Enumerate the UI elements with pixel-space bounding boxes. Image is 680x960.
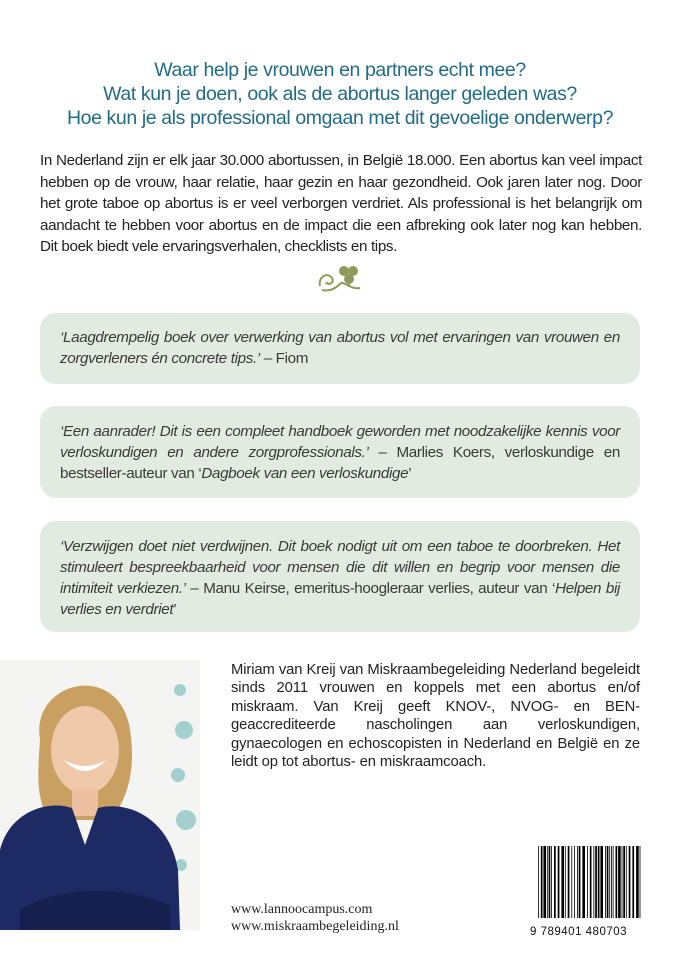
testimonial-fiom [40, 313, 640, 384]
barcode-bar [541, 846, 543, 918]
author-photo [0, 660, 200, 930]
barcode-bar [543, 846, 546, 918]
intro-paragraph: In Nederland zijn er elk jaar 30.000 abortussen, in België 18.000. Een abortus kan veel impact hebben op de vrouw, haar relatie, haar gezin en haar gezondheid. Ook jaren later nog. Door het grote taboe op abortus is er veel verborgen verdriet. Als professional is het belangrijk om aandacht te hebben voor abortus en de impact die een afbreking ook later nog kan hebben. Dit boek biedt vele ervaringsverhalen, checklists en tips. [40, 152, 642, 255]
book-title: Helpen bij verlies en verdriet [60, 580, 620, 618]
quote-text: ‘Een aanrader! Dit is een compleet handboek geworden met noodzakelijke kennis voor verloskundigen en andere zorgprofessionals.’ [60, 423, 620, 461]
website-links [231, 901, 399, 935]
barcode-bar [618, 846, 621, 918]
barcode-bar [623, 846, 625, 918]
barcode-bar [571, 846, 572, 918]
barcode-bar [636, 846, 639, 918]
question-3: Hoe kun je als professional omgaan met dit gevoelige onderwerp? [66, 107, 614, 129]
barcode-bar [609, 846, 610, 918]
barcode-bar [632, 846, 634, 918]
author-bio: Miriam van Kreij van Miskraambegeleiding Nederland begeleidt sinds 2011 vrouwen en koppels met een abortus en/of miskraam. Van Kreij geeft KNOV-, NVOG- en BEN- geaccrediteerde nascholingen aan verloskundigen, gynaecologen en echoscopisten in Nederland en België en ze leidt op tot abortus- en miskraamcoach. [231, 662, 640, 771]
barcode-bar [600, 846, 603, 918]
barcode-bar [605, 846, 606, 918]
barcode-bar [598, 846, 600, 918]
quote-close: ’ [408, 465, 412, 482]
barcode-bar [565, 846, 566, 918]
barcode-bar [554, 846, 556, 918]
barcode-bar [568, 846, 570, 918]
barcode-bar [549, 846, 551, 918]
publisher-url[interactable]: www.lannoocampus.com [231, 902, 373, 917]
testimonial-koers [40, 406, 640, 498]
quote-close: ’ [173, 601, 177, 618]
quote-text: ‘Verzwijgen doet niet verdwijnen. Dit boek nodigt uit om een taboe te doorbreken. Het stimuleert bespreekbaarheid voor mensen die dit willen en begrip voor mensen die intimiteit verkiezen.’ [60, 538, 620, 597]
barcode-bar [547, 846, 548, 918]
isbn-barcode [538, 846, 641, 918]
question-2: Wat kun je doen, ook als de abortus langer geleden was? [103, 83, 577, 105]
barcode-bar [577, 846, 578, 918]
barcode-bar [613, 846, 614, 918]
isbn-number: 9 789401 480703 [530, 926, 628, 938]
barcode-bar [582, 846, 585, 918]
book-title: Dagboek van een verloskundige [201, 465, 409, 482]
barcode-bar [574, 846, 575, 918]
testimonial-keirse [40, 521, 640, 632]
barcode-bar [551, 846, 552, 918]
barcode-bar [590, 846, 592, 918]
barcode-bar [595, 846, 597, 918]
barcode-bar [561, 846, 564, 918]
barcode-bar [611, 846, 612, 918]
quote-attribution: – Marlies Koers, verloskundige en bestseller-auteur van ‘ [60, 444, 620, 482]
barcode-bar [607, 846, 609, 918]
cover-questions [0, 58, 680, 130]
barcode-bar [622, 846, 623, 918]
quote-text: ‘Laagdrempelig boek over verwerking van abortus vol met ervaringen van vrouwen en zorgverleners én concrete tips.’ [60, 329, 620, 367]
barcode-bar [538, 846, 539, 918]
barcode-bar [629, 846, 631, 918]
barcode-bar [579, 846, 581, 918]
barcode-bar [616, 846, 618, 918]
quote-attribution: – Fiom [259, 350, 309, 367]
quote-attribution: – Manu Keirse, emeritus-hoogleraar verlies, auteur van ‘ [185, 580, 556, 597]
barcode-bar [587, 846, 588, 918]
barcode-bar [626, 846, 627, 918]
barcode-bar [640, 846, 641, 918]
author-url[interactable]: www.miskraambegeleiding.nl [231, 919, 399, 934]
clover-ornament-icon [316, 262, 366, 294]
barcode-bar [558, 846, 560, 918]
barcode-bar [594, 846, 595, 918]
question-1: Waar help je vrouwen en partners echt mee? [154, 59, 526, 81]
